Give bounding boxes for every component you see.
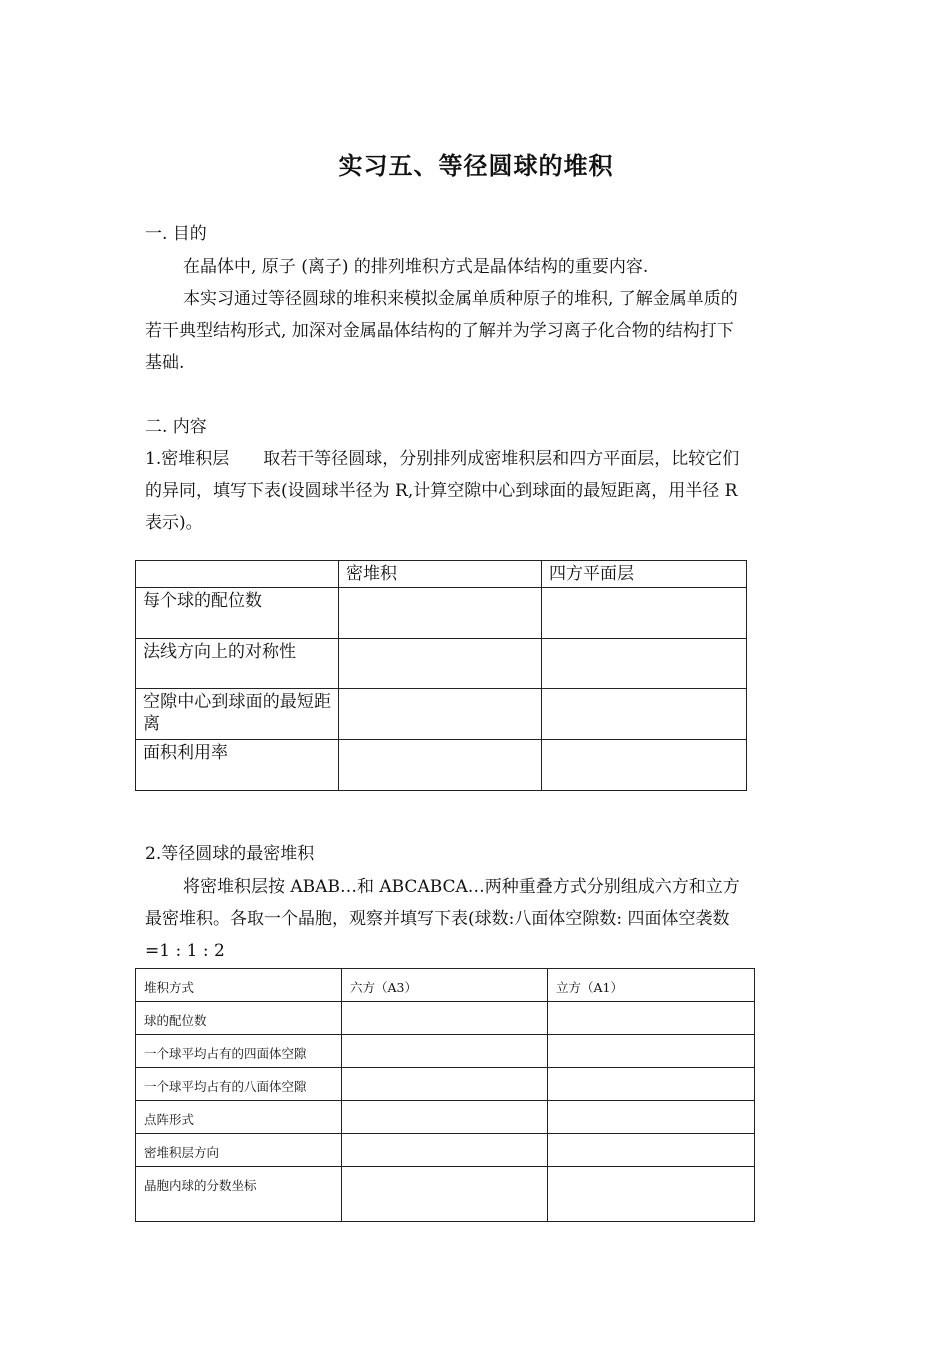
answer-cell[interactable]: [548, 1002, 755, 1035]
table-header-cell: [136, 561, 339, 588]
table-header-row: [136, 561, 747, 588]
item2-line-2: 最密堆积。各取一个晶胞，观察并填写下表(球数:八面体空隙数: 四面体空袭数: [145, 909, 730, 929]
table-row: [136, 740, 747, 791]
purpose-paragraph-1: 在晶体中, 原子 (离子) 的排列堆积方式是晶体结构的重要内容.: [183, 257, 649, 277]
table-header-cell: 立方（A1）: [548, 969, 755, 1002]
table-row: [136, 1134, 755, 1167]
section1-heading: 一. 目的: [145, 224, 207, 244]
table-row: [136, 1101, 755, 1134]
answer-cell[interactable]: [548, 1101, 755, 1134]
answer-cell[interactable]: [548, 1068, 755, 1101]
table-header-cell: 四方平面层: [542, 561, 747, 588]
row-label: 一个球平均占有的四面体空隙: [136, 1035, 342, 1068]
purpose-paragraph-2-line-1: 本实习通过等径圆球的堆积来模拟金属单质种原子的堆积, 了解金属单质的: [183, 289, 738, 309]
row-label: 一个球平均占有的八面体空隙: [136, 1068, 342, 1101]
answer-cell[interactable]: [548, 1035, 755, 1068]
answer-cell[interactable]: [342, 1101, 548, 1134]
item1-line-1: 1.密堆积层 取若干等径圆球，分别排列成密堆积层和四方平面层，比较它们: [145, 449, 740, 469]
row-label: 球的配位数: [136, 1002, 342, 1035]
row-label: 空隙中心到球面的最短距离: [136, 689, 339, 740]
table-header-cell: 六方（A3）: [342, 969, 548, 1002]
row-label: 晶胞内球的分数坐标: [136, 1167, 342, 1222]
item2-heading: 2.等径圆球的最密堆积: [145, 844, 315, 864]
item1-line-2: 的异同，填写下表(设圆球半径为 R,计算空隙中心到球面的最短距离，用半径 R: [145, 481, 738, 501]
table-header-cell: 密堆积: [339, 561, 542, 588]
answer-cell[interactable]: [542, 588, 747, 639]
row-label: 面积利用率: [136, 740, 339, 791]
row-label: 法线方向上的对称性: [136, 639, 339, 689]
answer-cell[interactable]: [339, 639, 542, 689]
answer-cell[interactable]: [339, 689, 542, 740]
row-label: 每个球的配位数: [136, 588, 339, 639]
answer-cell[interactable]: [339, 740, 542, 791]
item2-line-1: 将密堆积层按 ABAB…和 ABCABCA…两种重叠方式分别组成六方和立方: [183, 877, 740, 897]
table-row: [136, 588, 747, 639]
row-label: 点阵形式: [136, 1101, 342, 1134]
answer-cell[interactable]: [342, 1134, 548, 1167]
purpose-paragraph-2-line-3: 基础.: [145, 353, 185, 373]
answer-cell[interactable]: [342, 1002, 548, 1035]
table-row: [136, 639, 747, 689]
answer-cell[interactable]: [542, 689, 747, 740]
answer-cell[interactable]: [542, 639, 747, 689]
table-row: [136, 1167, 755, 1222]
section2-heading: 二. 内容: [145, 417, 207, 437]
purpose-paragraph-2-line-2: 若干典型结构形式, 加深对金属晶体结构的了解并为学习离子化合物的结构打下: [145, 321, 734, 341]
answer-cell[interactable]: [548, 1134, 755, 1167]
answer-cell[interactable]: [548, 1167, 755, 1222]
row-label: 密堆积层方向: [136, 1134, 342, 1167]
item1-line-3: 表示)。: [145, 513, 203, 533]
table-row: [136, 1002, 755, 1035]
answer-cell[interactable]: [542, 740, 747, 791]
answer-cell[interactable]: [342, 1035, 548, 1068]
page-title: 实习五、等径圆球的堆积: [338, 151, 614, 180]
table-header-row: [136, 969, 755, 1002]
table-header-cell: 堆积方式: [136, 969, 342, 1002]
answer-cell[interactable]: [342, 1068, 548, 1101]
table-row: [136, 1035, 755, 1068]
answer-cell[interactable]: [339, 588, 542, 639]
answer-cell[interactable]: [342, 1167, 548, 1222]
table-row: [136, 1068, 755, 1101]
closest-packing-table: [135, 968, 755, 1222]
item2-line-3: =1 : 1 : 2: [145, 941, 225, 961]
close-packed-layer-table: [135, 560, 747, 791]
table-row: [136, 689, 747, 740]
